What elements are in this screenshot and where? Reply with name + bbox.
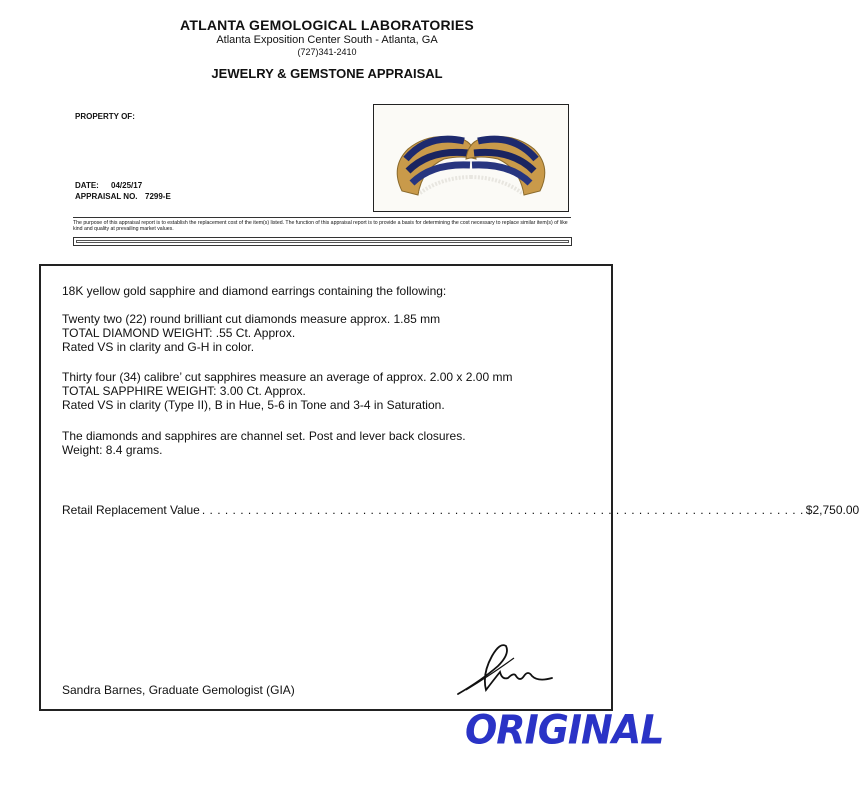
date-value: 04/25/17 <box>111 181 143 190</box>
purpose-rule <box>73 217 571 218</box>
retail-value-row <box>62 503 859 517</box>
decorative-band <box>73 237 572 246</box>
retail-value-label: Retail Replacement Value <box>62 503 200 517</box>
setting-line: The diamonds and sapphires are channel set. Post and lever back closures. <box>62 429 466 443</box>
earrings-photo <box>373 104 569 212</box>
lab-phone: (727)341-2410 <box>297 47 357 57</box>
document-title: JEWELRY & GEMSTONE APPRAISAL <box>211 66 443 81</box>
description-intro: 18K yellow gold sapphire and diamond earrings containing the following: <box>62 284 447 298</box>
appraisal-no-label: APPRAISAL NO. <box>75 192 138 201</box>
property-label: PROPERTY OF: <box>75 112 135 121</box>
appraisal-no-value: 7299-E <box>145 192 171 201</box>
sapphire-rating-line: Rated VS in clarity (Type II), B in Hue, 5-6 in Tone and 3-4 in Saturation. <box>62 398 445 412</box>
diamond-rating-line: Rated VS in clarity and G-H in color. <box>62 340 255 354</box>
date-label: DATE: <box>75 181 99 190</box>
lab-name: ATLANTA GEMOLOGICAL LABORATORIES <box>180 17 474 33</box>
original-stamp: ORIGINAL <box>465 706 664 754</box>
diamond-count-line: Twenty two (22) round brilliant cut diamonds measure approx. 1.85 mm <box>62 312 441 326</box>
dot-leader: . . . . . . . . . . . . . . . . . . . . . . . . . . . . . . . . . . . . . . . . . . . . . . . . . . . . . . . . . . . . . . . . . . . . . . . . . . . . . . . <box>201 503 804 517</box>
weight-line: Weight: 8.4 grams. <box>62 443 163 457</box>
signature-mark <box>452 630 562 700</box>
lab-address: Atlanta Exposition Center South - Atlanta, GA <box>216 34 438 46</box>
purpose-statement: The purpose of this appraisal report is to establish the replacement cost of the item(s) listed. The function of this appraisal report is to provide a basis for determining the cost necessary to replace similar item(s) of like kind and quality at prevailing market values. <box>73 220 568 233</box>
appraiser-signature-name: Sandra Barnes, Graduate Gemologist (GIA) <box>62 683 295 697</box>
sapphire-weight-line: TOTAL SAPPHIRE WEIGHT: 3.00 Ct. Approx. <box>62 384 306 398</box>
earrings-image <box>374 105 568 211</box>
sapphire-count-line: Thirty four (34) calibre’ cut sapphires measure an average of approx. 2.00 x 2.00 mm <box>62 370 513 384</box>
retail-value-amount: $2,750.00 <box>805 503 859 517</box>
diamond-weight-line: TOTAL DIAMOND WEIGHT: .55 Ct. Approx. <box>62 326 296 340</box>
